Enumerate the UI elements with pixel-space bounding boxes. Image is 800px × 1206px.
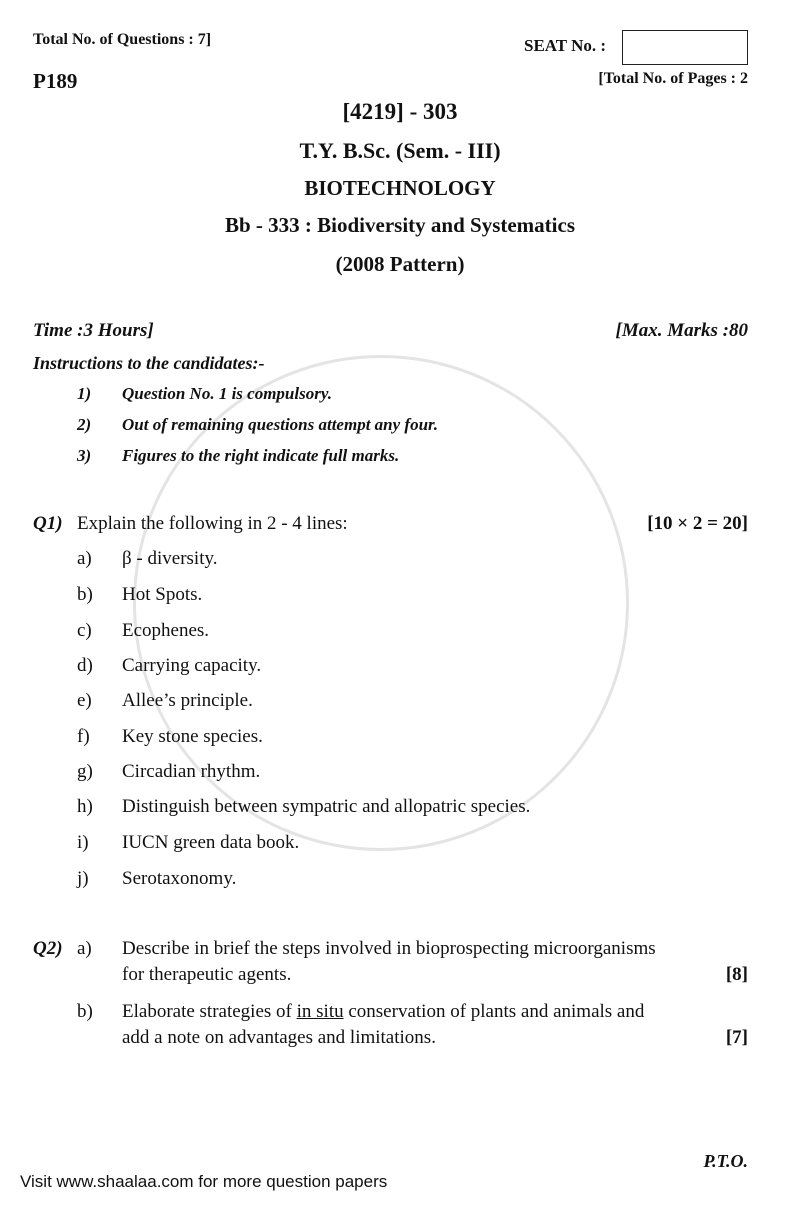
item-label: c) xyxy=(77,620,92,641)
item-label: b) xyxy=(77,584,93,605)
instruction-text: Out of remaining questions attempt any four. xyxy=(122,415,438,434)
item-label: g) xyxy=(77,761,93,782)
item-label: e) xyxy=(77,690,92,711)
item-text: Hot Spots. xyxy=(122,584,203,605)
item-label: a) xyxy=(77,548,92,569)
item-text: Key stone species. xyxy=(122,726,263,747)
exam-code: [4219] - 303 xyxy=(342,99,458,124)
total-pages: [Total No. of Pages : 2 xyxy=(598,70,748,87)
item-text: IUCN green data book. xyxy=(122,832,300,853)
instruction-number: 2) xyxy=(77,415,92,434)
item-text: Carrying capacity. xyxy=(122,655,262,676)
item-marks: [7] xyxy=(725,1027,748,1048)
item-label: h) xyxy=(77,796,93,817)
item-label: a) xyxy=(77,938,92,959)
item-text: Circadian rhythm. xyxy=(122,761,261,782)
instructions-title: Instructions to the candidates:- xyxy=(33,353,265,373)
instruction-text: Question No. 1 is compulsory. xyxy=(122,384,333,403)
visit-link[interactable]: Visit www.shaalaa.com for more question papers xyxy=(20,1172,388,1191)
item-text: Distinguish between sympatric and allopatric species. xyxy=(122,796,531,817)
instruction-text: Figures to the right indicate full marks. xyxy=(122,446,400,465)
item-marks: [8] xyxy=(725,964,748,985)
item-text: β - diversity. xyxy=(122,548,218,569)
pto-label: P.T.O. xyxy=(703,1151,748,1171)
seat-number-box xyxy=(622,30,748,65)
q1-label: Q1) xyxy=(33,513,63,534)
item-label: f) xyxy=(77,726,90,747)
seat-label: SEAT No. : xyxy=(524,36,607,55)
paper-title: Bb - 333 : Biodiversity and Systematics xyxy=(224,213,575,237)
instruction-number: 3) xyxy=(77,446,92,465)
q1-text: Explain the following in 2 - 4 lines: xyxy=(77,513,348,534)
total-questions: Total No. of Questions : 7] xyxy=(33,31,212,48)
instruction-number: 1) xyxy=(77,384,92,403)
item-text: Ecophenes. xyxy=(122,620,210,641)
subject-title: BIOTECHNOLOGY xyxy=(304,176,496,200)
max-marks: [Max. Marks :80 xyxy=(615,320,748,341)
time-label: Time :3 Hours] xyxy=(33,320,154,341)
text-part: Elaborate strategies of xyxy=(122,1001,297,1022)
item-text: Serotaxonomy. xyxy=(122,868,237,889)
q2-label: Q2) xyxy=(33,938,63,959)
q1-marks: [10 × 2 = 20] xyxy=(647,513,748,534)
text-part: conservation of plants and animals and xyxy=(343,1001,645,1022)
item-label: i) xyxy=(77,832,89,853)
item-text: Allee’s principle. xyxy=(122,690,253,711)
paper-code: P189 xyxy=(33,69,78,93)
pattern: (2008 Pattern) xyxy=(335,252,465,276)
course-title: T.Y. B.Sc. (Sem. - III) xyxy=(299,138,501,163)
underlined-term: in situ xyxy=(296,1001,344,1022)
item-text: add a note on advantages and limitations. xyxy=(122,1027,436,1048)
item-label: b) xyxy=(77,1001,93,1022)
item-text xyxy=(122,1002,644,1021)
item-text: Describe in brief the steps involved in bioprospecting microorganisms xyxy=(122,938,656,959)
item-text: for therapeutic agents. xyxy=(122,964,292,985)
item-label: j) xyxy=(77,868,89,889)
item-label: d) xyxy=(77,655,93,676)
